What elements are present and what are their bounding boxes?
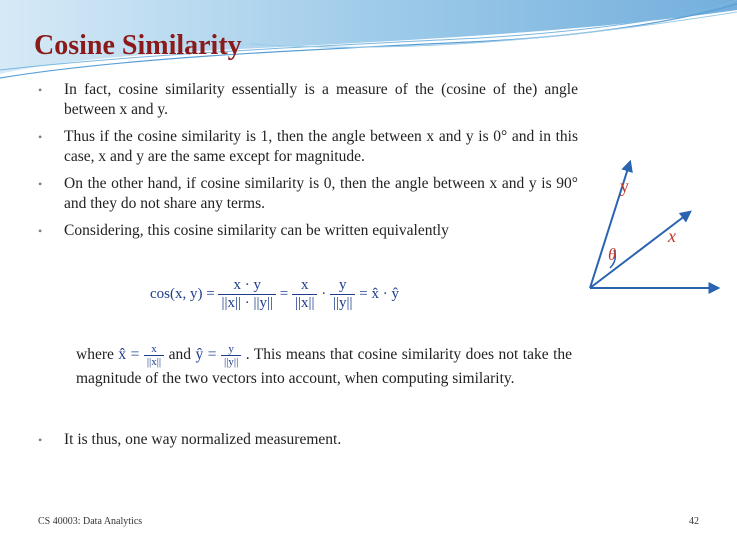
formula-fraction: $\frac{y}{||y||}$ [330,277,356,312]
bullet-dot-icon: • [38,433,43,447]
bullet-dot-icon: • [38,224,43,238]
formula-fraction: $\frac{x \cdot y}{||x|| \cdot ||y||}$ [218,277,276,312]
where-paragraph: where x̂ = $\frac{x}{||x||}$ and ŷ = $\frac{y}{||y||}$ . This means that cosine similarity does not take the magnitude of the two vectors into account, when computing similarity. [76,343,573,387]
label-theta: θ [608,245,617,264]
bullet-list [38,80,578,248]
vector-x-line [590,212,690,288]
vector-angle-diagram [580,150,730,300]
footer-course: CS 40003: Data Analytics [38,516,143,527]
xhat-fraction: $\frac{x}{||x||}$ [144,343,164,368]
bullet-item: • Considering, this cosine similarity can be written equivalently [38,222,449,239]
page-number: 42 [689,516,699,527]
bullet-item: • On the other hand, if cosine similarity is 0, then the angle between x and y is 90° and they do not share any terms. [38,175,578,212]
yhat-fraction: $\frac{y}{||y||}$ [221,343,241,368]
bullet-dot-icon: • [38,83,43,97]
formula-fraction: $\frac{x}{||x||}$ [292,277,318,312]
bullet-item: • Thus if the cosine similarity is 1, then the angle between x and y is 0° and in this case, x and y are the same except for magnitude. [38,128,578,165]
last-bullet [38,430,578,457]
cosine-formula: cos(x, y) = $\frac{x \cdot y}{||x|| \cdot ||y||}$ = $\frac{x}{||x||}$ · $\frac{y}{||y||}$ = x̂ · ŷ [150,277,399,311]
label-x: x [668,226,676,246]
slide-title: Cosine Similarity [34,30,242,61]
label-y: y [620,176,629,196]
bullet-dot-icon: • [38,130,43,144]
bullet-dot-icon: • [38,177,43,191]
bullet-item: • In fact, cosine similarity essentially is a measure of the (cosine of the) angle between x and y. [38,81,578,118]
bullet-item: • It is thus, one way normalized measurement. [38,431,342,448]
